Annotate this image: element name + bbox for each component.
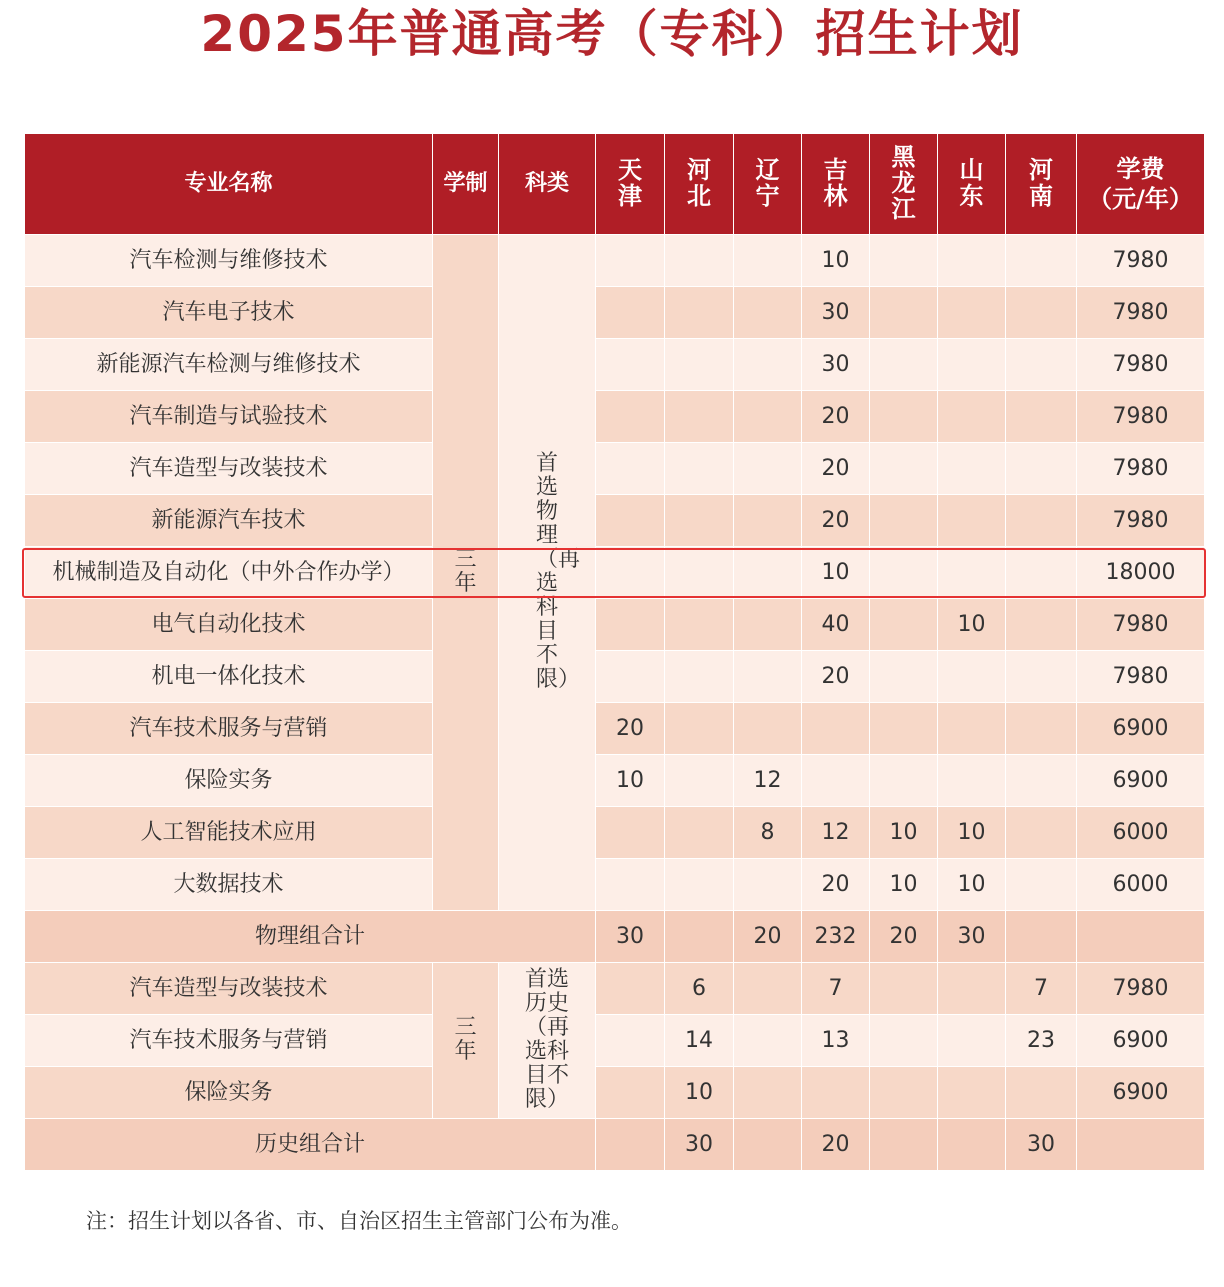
liaoning-cell <box>734 651 802 703</box>
table-row <box>25 495 1205 547</box>
liaoning-cell <box>734 339 802 391</box>
major-name-cell: 汽车技术服务与营销 <box>25 1015 433 1067</box>
heilongjiang-cell <box>870 703 938 755</box>
shandong-cell: 10 <box>938 599 1006 651</box>
shandong-cell <box>938 495 1006 547</box>
tuition-total-cell <box>1077 911 1205 963</box>
hebei-total-cell <box>665 911 734 963</box>
henan-cell: 23 <box>1006 1015 1077 1067</box>
jilin-cell: 10 <box>802 235 870 287</box>
liaoning-cell: 12 <box>734 755 802 807</box>
shandong-cell <box>938 287 1006 339</box>
henan-cell <box>1006 807 1077 859</box>
henan-cell <box>1006 755 1077 807</box>
henan-cell <box>1006 651 1077 703</box>
tianjin-cell <box>596 391 665 443</box>
header-major: 专业名称 <box>25 134 433 235</box>
henan-cell <box>1006 443 1077 495</box>
table-row <box>25 599 1205 651</box>
table-row <box>25 1067 1205 1119</box>
jilin-cell: 40 <box>802 599 870 651</box>
tianjin-cell <box>596 807 665 859</box>
header-tuition: 学费 （元/年） <box>1077 134 1205 235</box>
liaoning-cell <box>734 287 802 339</box>
shandong-cell <box>938 1067 1006 1119</box>
shandong-cell <box>938 547 1006 599</box>
liaoning-cell <box>734 495 802 547</box>
jilin-cell <box>802 703 870 755</box>
shandong-cell <box>938 339 1006 391</box>
shandong-cell: 10 <box>938 859 1006 911</box>
tuition-cell: 7980 <box>1077 495 1205 547</box>
tianjin-cell <box>596 859 665 911</box>
shandong-cell <box>938 703 1006 755</box>
tianjin-cell: 20 <box>596 703 665 755</box>
henan-cell: 7 <box>1006 963 1077 1015</box>
hebei-cell <box>665 807 734 859</box>
heilongjiang-cell <box>870 287 938 339</box>
table-header-row <box>25 134 1205 235</box>
liaoning-cell: 8 <box>734 807 802 859</box>
tuition-cell: 7980 <box>1077 235 1205 287</box>
tuition-cell: 6900 <box>1077 1015 1205 1067</box>
tianjin-cell <box>596 963 665 1015</box>
major-name-cell: 汽车造型与改装技术 <box>25 443 433 495</box>
heilongjiang-total-cell <box>870 1119 938 1171</box>
table-row <box>25 339 1205 391</box>
heilongjiang-cell: 10 <box>870 807 938 859</box>
hebei-cell: 14 <box>665 1015 734 1067</box>
header-province-henan: 河南 <box>1006 134 1077 235</box>
jilin-cell: 30 <box>802 287 870 339</box>
henan-cell <box>1006 859 1077 911</box>
header-province-shandong: 山东 <box>938 134 1006 235</box>
major-name-cell: 电气自动化技术 <box>25 599 433 651</box>
major-name-cell: 机电一体化技术 <box>25 651 433 703</box>
heilongjiang-cell <box>870 963 938 1015</box>
table-row <box>25 651 1205 703</box>
jilin-cell: 20 <box>802 859 870 911</box>
henan-cell <box>1006 287 1077 339</box>
table-row <box>25 807 1205 859</box>
major-name-cell: 大数据技术 <box>25 859 433 911</box>
tuition-cell: 6900 <box>1077 1067 1205 1119</box>
duration-merged-cell: 三年 <box>433 963 499 1119</box>
jilin-cell: 20 <box>802 391 870 443</box>
major-name-cell: 机械制造及自动化（中外合作办学） <box>25 547 433 599</box>
heilongjiang-cell: 10 <box>870 859 938 911</box>
henan-cell <box>1006 547 1077 599</box>
liaoning-cell <box>734 963 802 1015</box>
liaoning-cell <box>734 547 802 599</box>
tianjin-cell: 10 <box>596 755 665 807</box>
major-name-cell: 新能源汽车检测与维修技术 <box>25 339 433 391</box>
shandong-cell <box>938 651 1006 703</box>
heilongjiang-cell <box>870 1067 938 1119</box>
jilin-total-cell: 232 <box>802 911 870 963</box>
tianjin-cell <box>596 651 665 703</box>
major-name-cell: 保险实务 <box>25 1067 433 1119</box>
henan-cell <box>1006 599 1077 651</box>
category-merged-cell: 首选历史（再选科目不限） <box>499 963 596 1119</box>
hebei-cell <box>665 755 734 807</box>
heilongjiang-cell <box>870 235 938 287</box>
shandong-cell <box>938 1015 1006 1067</box>
total-row <box>25 1119 1205 1171</box>
shandong-cell: 10 <box>938 807 1006 859</box>
henan-total-cell <box>1006 911 1077 963</box>
tianjin-cell <box>596 1067 665 1119</box>
header-duration: 学制 <box>433 134 499 235</box>
jilin-cell: 10 <box>802 547 870 599</box>
table-row <box>25 547 1205 599</box>
shandong-cell <box>938 755 1006 807</box>
jilin-cell <box>802 1067 870 1119</box>
henan-cell <box>1006 235 1077 287</box>
henan-cell <box>1006 391 1077 443</box>
footnote: 注：招生计划以各省、市、自治区招生主管部门公布为准。 <box>86 1209 632 1233</box>
heilongjiang-cell <box>870 443 938 495</box>
category-merged-cell: 首选物理（再选科目不限） <box>499 235 596 911</box>
tuition-cell: 6900 <box>1077 755 1205 807</box>
liaoning-cell <box>734 443 802 495</box>
tuition-total-cell <box>1077 1119 1205 1171</box>
liaoning-cell <box>734 859 802 911</box>
header-province-tianjin: 天津 <box>596 134 665 235</box>
henan-total-cell: 30 <box>1006 1119 1077 1171</box>
hebei-cell <box>665 703 734 755</box>
jilin-total-cell: 20 <box>802 1119 870 1171</box>
table-row <box>25 1015 1205 1067</box>
heilongjiang-cell <box>870 651 938 703</box>
tianjin-cell <box>596 1015 665 1067</box>
shandong-cell <box>938 235 1006 287</box>
heilongjiang-cell <box>870 755 938 807</box>
hebei-cell: 10 <box>665 1067 734 1119</box>
table-row <box>25 963 1205 1015</box>
heilongjiang-cell <box>870 339 938 391</box>
header-province-heilongjiang: 黑龙江 <box>870 134 938 235</box>
shandong-total-cell: 30 <box>938 911 1006 963</box>
jilin-cell: 20 <box>802 495 870 547</box>
liaoning-cell <box>734 1015 802 1067</box>
liaoning-total-cell: 20 <box>734 911 802 963</box>
jilin-cell: 20 <box>802 443 870 495</box>
heilongjiang-cell <box>870 547 938 599</box>
liaoning-cell <box>734 1067 802 1119</box>
jilin-cell <box>802 755 870 807</box>
tuition-cell: 18000 <box>1077 547 1205 599</box>
liaoning-total-cell <box>734 1119 802 1171</box>
table-row <box>25 391 1205 443</box>
tuition-cell: 7980 <box>1077 287 1205 339</box>
jilin-cell: 12 <box>802 807 870 859</box>
heilongjiang-cell <box>870 1015 938 1067</box>
henan-cell <box>1006 339 1077 391</box>
hebei-cell <box>665 287 734 339</box>
heilongjiang-total-cell: 20 <box>870 911 938 963</box>
hebei-cell <box>665 859 734 911</box>
hebei-cell <box>665 391 734 443</box>
major-name-cell: 人工智能技术应用 <box>25 807 433 859</box>
tianjin-cell <box>596 339 665 391</box>
major-name-cell: 汽车造型与改装技术 <box>25 963 433 1015</box>
heilongjiang-cell <box>870 391 938 443</box>
tuition-cell: 7980 <box>1077 391 1205 443</box>
tianjin-cell <box>596 495 665 547</box>
heilongjiang-cell <box>870 495 938 547</box>
hebei-cell <box>665 443 734 495</box>
page-title: 2025年普通高考（专科）招生计划 <box>200 5 1024 63</box>
jilin-cell: 13 <box>802 1015 870 1067</box>
tianjin-cell <box>596 547 665 599</box>
hebei-cell <box>665 599 734 651</box>
hebei-cell <box>665 651 734 703</box>
tianjin-total-cell <box>596 1119 665 1171</box>
jilin-cell: 20 <box>802 651 870 703</box>
major-name-cell: 汽车制造与试验技术 <box>25 391 433 443</box>
total-row <box>25 911 1205 963</box>
hebei-total-cell: 30 <box>665 1119 734 1171</box>
tuition-cell: 6000 <box>1077 859 1205 911</box>
major-name-cell: 汽车电子技术 <box>25 287 433 339</box>
hebei-cell <box>665 339 734 391</box>
major-name-cell: 新能源汽车技术 <box>25 495 433 547</box>
table-row <box>25 235 1205 287</box>
table-row <box>25 443 1205 495</box>
shandong-cell <box>938 443 1006 495</box>
jilin-cell: 7 <box>802 963 870 1015</box>
enrollment-plan-table <box>24 133 1205 1171</box>
tuition-cell: 7980 <box>1077 443 1205 495</box>
tianjin-total-cell: 30 <box>596 911 665 963</box>
hebei-cell <box>665 495 734 547</box>
hebei-cell <box>665 547 734 599</box>
heilongjiang-cell <box>870 599 938 651</box>
table-row <box>25 703 1205 755</box>
liaoning-cell <box>734 599 802 651</box>
duration-merged-cell: 三年 <box>433 235 499 911</box>
tuition-cell: 6000 <box>1077 807 1205 859</box>
henan-cell <box>1006 703 1077 755</box>
header-province-hebei: 河北 <box>665 134 734 235</box>
major-name-cell: 汽车技术服务与营销 <box>25 703 433 755</box>
hebei-cell: 6 <box>665 963 734 1015</box>
tuition-cell: 7980 <box>1077 963 1205 1015</box>
major-name-cell: 汽车检测与维修技术 <box>25 235 433 287</box>
total-label-cell: 历史组合计 <box>25 1119 596 1171</box>
tuition-cell: 6900 <box>1077 703 1205 755</box>
liaoning-cell <box>734 235 802 287</box>
jilin-cell: 30 <box>802 339 870 391</box>
tianjin-cell <box>596 443 665 495</box>
table-row <box>25 755 1205 807</box>
liaoning-cell <box>734 703 802 755</box>
header-province-liaoning: 辽宁 <box>734 134 802 235</box>
liaoning-cell <box>734 391 802 443</box>
henan-cell <box>1006 495 1077 547</box>
tuition-cell: 7980 <box>1077 651 1205 703</box>
tianjin-cell <box>596 235 665 287</box>
major-name-cell: 保险实务 <box>25 755 433 807</box>
header-province-jilin: 吉林 <box>802 134 870 235</box>
shandong-cell <box>938 963 1006 1015</box>
total-label-cell: 物理组合计 <box>25 911 596 963</box>
table-row <box>25 859 1205 911</box>
tuition-cell: 7980 <box>1077 599 1205 651</box>
henan-cell <box>1006 1067 1077 1119</box>
tianjin-cell <box>596 599 665 651</box>
tianjin-cell <box>596 287 665 339</box>
tuition-cell: 7980 <box>1077 339 1205 391</box>
shandong-cell <box>938 391 1006 443</box>
header-category: 科类 <box>499 134 596 235</box>
shandong-total-cell <box>938 1119 1006 1171</box>
table-row <box>25 287 1205 339</box>
hebei-cell <box>665 235 734 287</box>
